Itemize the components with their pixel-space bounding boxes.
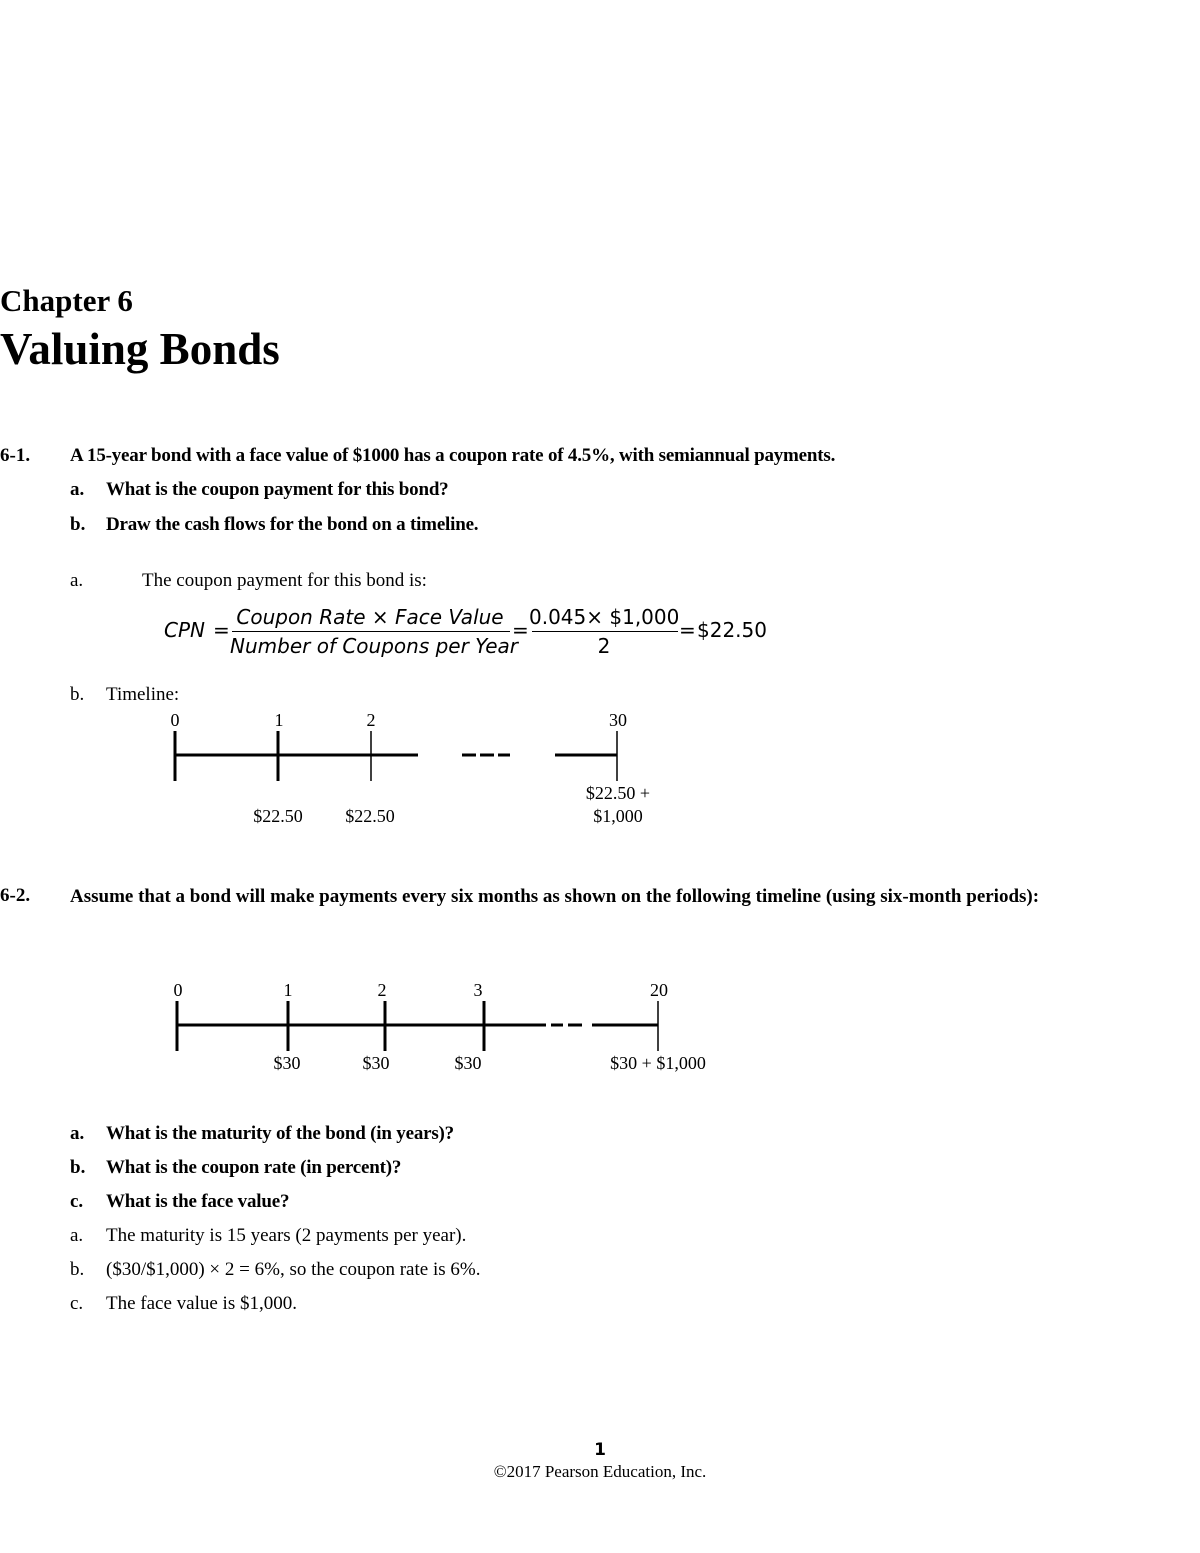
subquestion-label: b.: [70, 514, 86, 535]
subquestion-text: What is the face value?: [106, 1191, 290, 1212]
answer-label: b.: [70, 684, 85, 705]
timeline-cash-flow: $30: [454, 1053, 482, 1073]
timeline-period-label: 0: [173, 980, 183, 1000]
problem-number: 6-2.: [0, 885, 31, 906]
timeline-period-label: 1: [274, 710, 284, 730]
timeline-period-label: 2: [366, 710, 376, 730]
formula-equals: =: [679, 618, 696, 642]
timeline-cash-flow: $30: [273, 1053, 301, 1073]
timeline-cash-flow: $22.50 +: [585, 783, 651, 803]
subquestion-text: What is the coupon rate (in percent)?: [106, 1157, 402, 1178]
timeline-cash-flow: $30 + $1,000: [610, 1053, 706, 1073]
timeline-cash-flow: $30: [362, 1053, 390, 1073]
answer-text: The maturity is 15 years (2 payments per year).: [106, 1225, 467, 1246]
subquestion-label: a.: [70, 479, 85, 500]
subquestion-label: c.: [70, 1191, 84, 1212]
answer-label: c.: [70, 1293, 84, 1314]
problem-number: 6-1.: [0, 445, 31, 466]
formula-denominator: Number of Coupons per Year: [230, 634, 518, 658]
answer-label: a.: [70, 570, 84, 591]
answer-text: ($30/$1,000) × 2 = 6%, so the coupon rate is 6%.: [106, 1259, 481, 1280]
answer-label: b.: [70, 1259, 85, 1280]
subquestion-label: b.: [70, 1157, 86, 1178]
timeline-period-label: 0: [170, 710, 180, 730]
timeline-period-label: 30: [609, 710, 627, 730]
timeline-period-label: 1: [283, 980, 293, 1000]
formula-lhs: CPN: [164, 618, 205, 642]
chapter-title: Valuing Bonds: [0, 324, 280, 374]
timeline-period-label: 2: [377, 980, 387, 1000]
page-number: 1: [594, 1440, 606, 1460]
problem-question: A 15-year bond with a face value of $1000 has a coupon rate of 4.5%, with semiannual payments.: [70, 445, 836, 466]
answer-text: The face value is $1,000.: [106, 1293, 297, 1314]
timeline-cash-flow: $1,000: [593, 806, 643, 826]
answer-text: Timeline:: [106, 684, 180, 705]
timeline-period-label: 3: [473, 980, 483, 1000]
subquestion-text: What is the maturity of the bond (in years)?: [106, 1123, 454, 1144]
formula-equals: =: [512, 618, 529, 642]
subquestion-text: What is the coupon payment for this bond?: [106, 479, 449, 500]
formula-numerator: Coupon Rate × Face Value: [236, 605, 504, 629]
chapter-label: Chapter 6: [0, 283, 133, 318]
subquestion-text: Draw the cash flows for the bond on a timeline.: [106, 514, 479, 535]
timeline-cash-flow: $22.50: [253, 806, 303, 826]
timeline-period-label: 20: [650, 980, 668, 1000]
timeline-cash-flow: $22.50: [345, 806, 395, 826]
formula-numerator: 0.045× $1,000: [529, 605, 680, 629]
answer-label: a.: [70, 1225, 84, 1246]
formula-result: $22.50: [697, 618, 767, 642]
copyright-notice: ©2017 Pearson Education, Inc.: [493, 1462, 707, 1481]
subquestion-label: a.: [70, 1123, 85, 1144]
formula-denominator: 2: [597, 634, 611, 658]
formula-equals: =: [213, 618, 230, 642]
answer-text: The coupon payment for this bond is:: [142, 570, 427, 591]
problem-question: Assume that a bond will make payments every six months as shown on the following timeline (using six-month periods):: [70, 886, 1040, 907]
